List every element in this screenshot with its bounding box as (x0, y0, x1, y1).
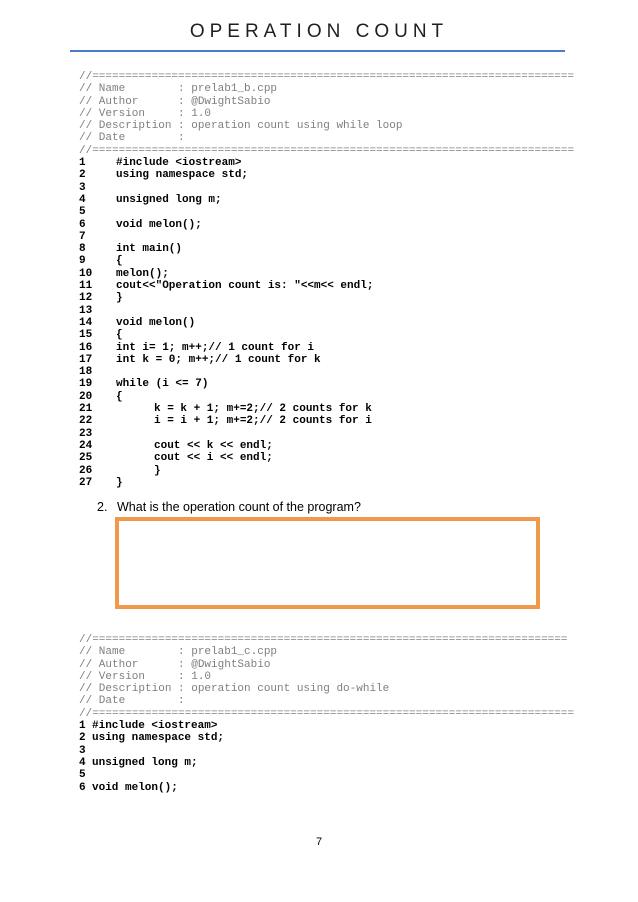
code-comment-line: // Date : (79, 132, 185, 145)
line-number: 8 (79, 243, 86, 256)
line-number: 26 (79, 464, 93, 477)
code-text: } (116, 476, 123, 489)
code-block-prelab1-b (79, 71, 574, 489)
line-number: 10 (79, 267, 93, 280)
code-comment-line: //========================================================================= (79, 707, 575, 720)
code-line (79, 157, 574, 169)
code-comment-line: // Date : (79, 695, 185, 708)
page-title: OPERATION COUNT (189, 21, 449, 42)
code-text: int main() (116, 243, 183, 256)
code-text: { (116, 255, 123, 268)
line-number: 24 (79, 439, 93, 452)
line-number: 12 (79, 292, 93, 305)
line-number: 2 (79, 169, 86, 182)
line-number: 4 (79, 193, 86, 206)
page-number: 7 (315, 836, 323, 848)
line-number: 5 (79, 206, 86, 219)
code-line (79, 354, 574, 366)
line-number: 22 (79, 415, 93, 428)
line-number: 3 (79, 181, 86, 194)
code-text: } (154, 464, 161, 477)
code-text: while (i <= 7) (116, 378, 209, 391)
code-text: melon(); (116, 267, 169, 280)
code-comment-line: //========================================================================= (79, 71, 575, 83)
code-comment-line: //======================================================================== (79, 634, 568, 646)
code-line (79, 169, 574, 181)
line-number: 2 (79, 732, 86, 745)
code-text: void melon(); (92, 781, 178, 794)
code-line (79, 415, 574, 427)
answer-box[interactable] (115, 517, 540, 609)
line-number: 9 (79, 255, 86, 268)
code-line (79, 428, 574, 440)
code-text: int k = 0; m++;// 1 count for k (116, 353, 321, 366)
code-comment-line: // Author : @DwightSabio (79, 658, 271, 671)
code-line (79, 329, 574, 341)
code-text: cout << k << endl; (154, 439, 273, 452)
line-number: 11 (79, 280, 93, 293)
line-number: 5 (79, 769, 86, 782)
line-number: 20 (79, 390, 93, 403)
code-line (79, 720, 574, 732)
line-number: 25 (79, 452, 93, 465)
line-number: 4 (79, 756, 86, 769)
code-text: cout<<"Operation count is: "<<m<< endl; (116, 280, 374, 293)
line-number: 6 (79, 781, 86, 794)
code-text: #include <iostream> (92, 720, 218, 733)
code-line (79, 366, 574, 378)
code-text: using namespace std; (116, 169, 249, 182)
code-line (79, 745, 574, 757)
line-number: 15 (79, 329, 93, 342)
code-comment-line: // Name : prelab1_b.cpp (79, 83, 278, 96)
line-number: 14 (79, 316, 93, 329)
code-line (79, 243, 574, 255)
code-line (79, 378, 574, 390)
line-number: 18 (79, 366, 93, 379)
line-number: 3 (79, 744, 86, 757)
line-number: 17 (79, 353, 93, 366)
code-text: #include <iostream> (116, 157, 242, 170)
code-text: } (116, 292, 123, 305)
code-text: i = i + 1; m+=2;// 2 counts for i (154, 415, 372, 428)
code-comment-line: // Name : prelab1_c.cpp (79, 646, 278, 659)
code-line (79, 206, 574, 218)
line-number: 1 (79, 720, 86, 733)
code-line (79, 732, 574, 744)
code-comment-line: // Description : operation count using do-while (79, 683, 390, 696)
code-line (79, 255, 574, 267)
line-number: 1 (79, 157, 86, 170)
code-line (79, 182, 574, 194)
code-comment-line: //========================================================================= (79, 144, 575, 157)
code-line (79, 391, 574, 403)
code-text: using namespace std; (92, 732, 225, 745)
line-number: 16 (79, 341, 93, 354)
code-text: void melon() (116, 316, 196, 329)
code-text: int i= 1; m++;// 1 count for i (116, 341, 315, 354)
code-text: cout << i << endl; (154, 452, 273, 465)
code-text: { (116, 329, 123, 342)
code-line (79, 268, 574, 280)
code-comment-line: // Version : 1.0 (79, 670, 212, 683)
line-number: 23 (79, 427, 93, 440)
code-line (79, 317, 574, 329)
code-line (79, 465, 574, 477)
line-number: 6 (79, 218, 86, 231)
line-number: 21 (79, 403, 93, 416)
code-text: unsigned long m; (92, 756, 198, 769)
line-number: 27 (79, 476, 93, 489)
code-comment-line: // Author : @DwightSabio (79, 95, 271, 108)
code-line (79, 757, 574, 769)
title-underline (70, 50, 565, 52)
code-line (79, 769, 574, 781)
code-text: void melon(); (116, 218, 202, 231)
code-text: { (116, 390, 123, 403)
line-number: 19 (79, 378, 93, 391)
code-line (79, 782, 574, 794)
question-text: What is the operation count of the program? (117, 500, 361, 514)
code-line (79, 440, 574, 452)
code-text: k = k + 1; m+=2;// 2 counts for k (154, 403, 372, 416)
question-number: 2. (97, 500, 108, 514)
code-line (79, 342, 574, 354)
line-number: 7 (79, 230, 86, 243)
code-line (79, 231, 574, 243)
code-line (79, 292, 574, 304)
code-line (79, 477, 574, 489)
code-comment-line: // Version : 1.0 (79, 107, 212, 120)
code-text: unsigned long m; (116, 193, 222, 206)
code-comment-line: // Description : operation count using while loop (79, 120, 403, 133)
code-line (79, 280, 574, 292)
code-line (79, 452, 574, 464)
code-line (79, 403, 574, 415)
code-line (79, 194, 574, 206)
code-block-prelab1-c (79, 634, 574, 794)
line-number: 13 (79, 304, 93, 317)
code-line (79, 305, 574, 317)
code-line (79, 219, 574, 231)
question-2 (97, 500, 361, 514)
